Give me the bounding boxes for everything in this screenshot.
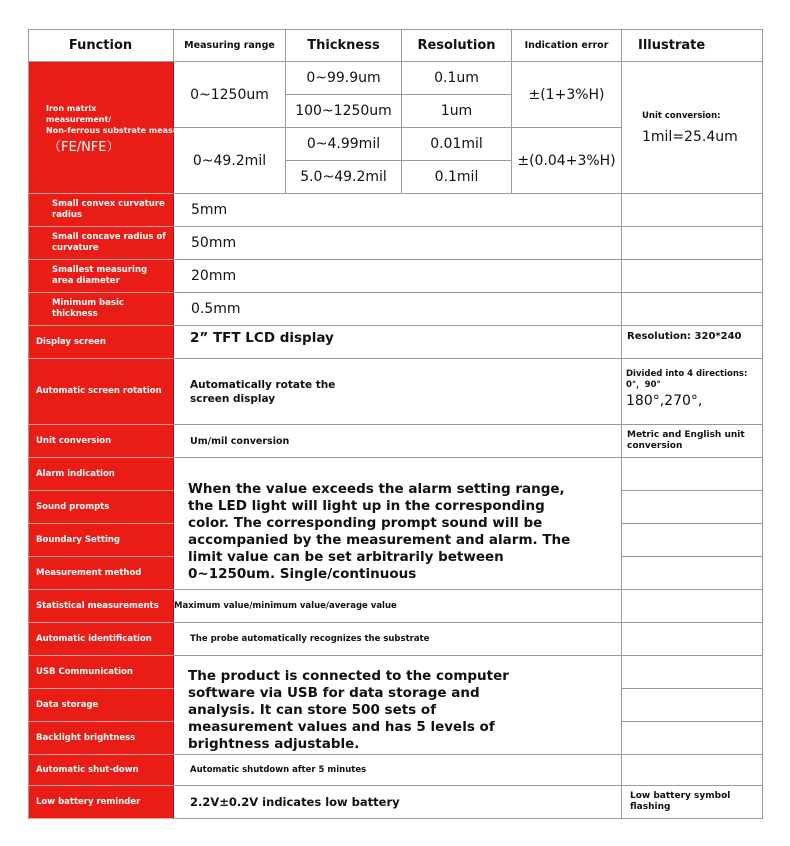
usb-note-empty	[622, 689, 763, 722]
alarm-note-empty	[622, 491, 763, 524]
statistical-note-empty	[622, 590, 763, 623]
range-mil: 0~49.2mil	[174, 128, 286, 194]
spec-label: Small concave radius of curvature	[28, 227, 174, 260]
spec-note-empty	[622, 227, 763, 260]
thickness-cell: 100~1250um	[286, 95, 402, 128]
unit-conversion-title: Unit conversion:	[642, 110, 721, 121]
battery-value: 2.2V±0.2V indicates low battery	[174, 786, 622, 819]
alarm-note-empty	[622, 524, 763, 557]
storage-label: Data storage	[28, 689, 174, 722]
header-indication-error: Indication error	[512, 29, 622, 62]
auto-id-value: The probe automatically recognizes the substrate	[174, 623, 622, 656]
spec-note-empty	[622, 293, 763, 326]
sound-label: Sound prompts	[28, 491, 174, 524]
usb-note-empty	[622, 656, 763, 689]
unit-conversion-note	[622, 62, 763, 194]
usb-note-empty	[622, 722, 763, 755]
spec-value: 50mm	[174, 227, 622, 260]
usb-label: USB Communication	[28, 656, 174, 689]
shutdown-note-empty	[622, 755, 763, 786]
spec-label: Smallest measuring area diameter	[28, 260, 174, 293]
resolution-cell: 0.1mil	[402, 161, 512, 194]
auto-id-label: Automatic identification	[28, 623, 174, 656]
rotation-label: Automatic screen rotation	[28, 359, 174, 425]
header-function: Function	[28, 29, 174, 62]
header-thickness: Thickness	[286, 29, 402, 62]
header-illustrate: Illustrate	[622, 29, 763, 62]
boundary-label: Boundary Setting	[28, 524, 174, 557]
header-resolution: Resolution	[402, 29, 512, 62]
unit-value: Um/mil conversion	[174, 425, 622, 458]
usb-description: The product is connected to the computer software via USB for data storage and analysis. It can store 500 sets of measurement values and has 5 levels of brightness adjustable.	[188, 668, 509, 752]
display-value: 2” TFT LCD display	[174, 326, 622, 359]
header-measuring-range: Measuring range	[174, 29, 286, 62]
rotation-note	[622, 359, 763, 425]
substrate-label-line2: Non-ferrous substrate measurement	[46, 125, 212, 135]
spec-value: 20mm	[174, 260, 622, 293]
range-um: 0~1250um	[174, 62, 286, 128]
rotation-value	[174, 359, 622, 425]
alarm-note-empty	[622, 458, 763, 491]
substrate-label-fe: （FE/NFE）	[48, 139, 120, 155]
thickness-cell: 5.0~49.2mil	[286, 161, 402, 194]
method-label: Measurement method	[28, 557, 174, 590]
alarm-description: When the value exceeds the alarm setting range, the LED light will light up in the corresponding color. The corresponding prompt sound will be accompanied by the measurement and alarm. The limit value can be set arbitrarily between 0~1250um. Single/continuous	[188, 481, 571, 582]
statistical-value: Maximum value/minimum value/average value	[174, 590, 622, 623]
rotation-note-line1: Divided into 4 directions: 0°，90°	[626, 369, 748, 390]
display-label: Display screen	[28, 326, 174, 359]
unit-label: Unit conversion	[28, 425, 174, 458]
substrate-label-line1: Iron matrix measurement/	[46, 103, 112, 124]
spec-note-empty	[622, 260, 763, 293]
display-note: Resolution: 320*240	[622, 326, 763, 359]
error-mil: ±(0.04+3%H)	[512, 128, 622, 194]
error-um: ±(1+3%H)	[512, 62, 622, 128]
rotation-note-line2: 180°,270°,	[626, 393, 703, 409]
backlight-label: Backlight brightness	[28, 722, 174, 755]
battery-label: Low battery reminder	[28, 786, 174, 819]
unit-conversion-value: 1mil=25.4um	[642, 128, 738, 145]
spec-label: Minimum basic thickness	[28, 293, 174, 326]
battery-note: Low battery symbol flashing	[622, 786, 763, 819]
shutdown-label: Automatic shut-down	[28, 755, 174, 786]
thickness-cell: 0~4.99mil	[286, 128, 402, 161]
spec-value: 5mm	[174, 194, 622, 227]
spec-value: 0.5mm	[174, 293, 622, 326]
spec-label: Small convex curvature radius	[28, 194, 174, 227]
auto-id-note-empty	[622, 623, 763, 656]
alarm-note-empty	[622, 557, 763, 590]
thickness-cell: 0~99.9um	[286, 62, 402, 95]
resolution-cell: 0.01mil	[402, 128, 512, 161]
resolution-cell: 1um	[402, 95, 512, 128]
substrate-label	[28, 62, 212, 194]
statistical-label: Statistical measurements	[28, 590, 174, 623]
resolution-cell: 0.1um	[402, 62, 512, 95]
shutdown-value: Automatic shutdown after 5 minutes	[174, 755, 622, 786]
spec-note-empty	[622, 194, 763, 227]
unit-note: Metric and English unit conversion	[622, 425, 763, 458]
alarm-label: Alarm indication	[28, 458, 174, 491]
rotation-value-text: Automatically rotate the screen display	[190, 378, 336, 405]
